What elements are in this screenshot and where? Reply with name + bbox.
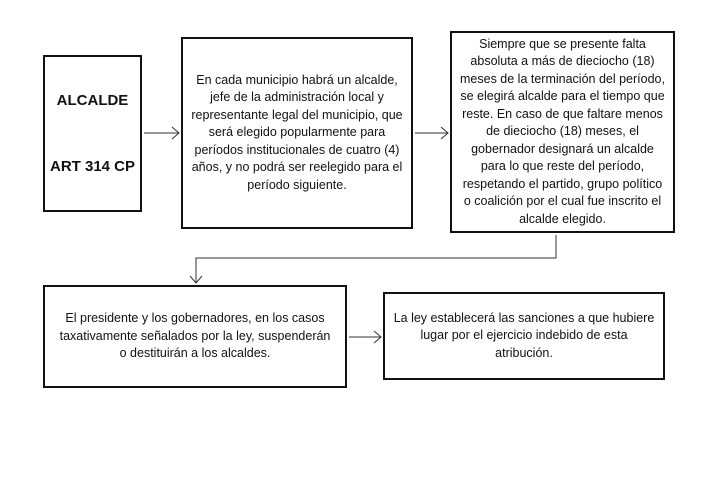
definition-box [181,37,413,229]
sanctions-text: La ley establecerá las sanciones a que hubiere lugar por el ejercicio indebido de esta atribución. [393,310,655,360]
sanctions-box [383,292,665,380]
absence-rule-text: Siempre que se presente falta absoluta a más de dieciocho (18) meses de la terminación del período, se elegirá alcalde para el tiempo que reste. En caso de que faltare menos de dieciocho (18) meses, el gobernador designará un alcalde para lo que reste del período, respetando el partido, grupo político o coalición por el cual fue inscrito el alcalde elegido. [460,36,665,226]
title-box [43,55,142,212]
arrow-suspension-to-sanctions [349,331,381,343]
title-line-article: ART 314 CP [49,157,136,175]
arrow-definition-to-absence [415,127,448,139]
definition-text: En cada municipio habrá un alcalde, jefe de la administración local y representante legal del municipio, que será elegido popularmente para períodos institucionales de cuatro (4) años, y no podrá ser reelegido para el período siguiente. [191,72,403,192]
absence-rule-box [450,31,675,233]
suspension-text: El presidente y los gobernadores, en los casos taxativamente señalados por la ley, suspenderán o destituirán a los alcaldes. [59,311,331,361]
title-line-alcalde: ALCALDE [56,91,129,109]
arrow-title-to-definition [144,127,179,139]
connector-absence-to-suspension [190,235,556,283]
suspension-box [43,285,347,388]
